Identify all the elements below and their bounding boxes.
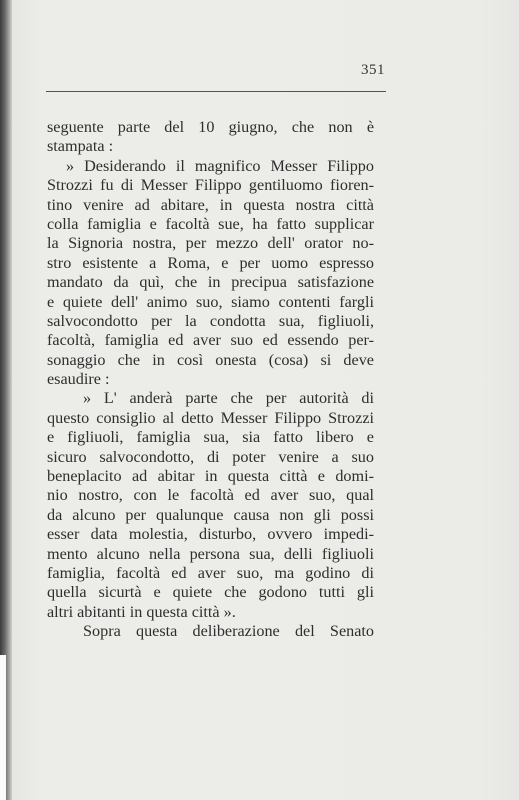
text-line: mandato da quì, che in precipua satisfazione xyxy=(47,273,374,292)
text-line: Sopra questa deliberazione del Senato xyxy=(83,622,374,641)
text-line: nio nostro, con le facoltà ed aver suo, qual xyxy=(47,486,374,505)
text-line: beneplacito ad abitar in questa città e domi- xyxy=(47,467,374,486)
text-line: esser data molestia, disturbo, ovvero impedi- xyxy=(47,525,374,544)
text-line: seguente parte del 10 giugno, che non è xyxy=(47,118,374,136)
text-line: tino venire ad abitare, in questa nostra città xyxy=(47,195,374,214)
text-line: colla famiglia e facoltà sue, ha fatto supplicar xyxy=(47,214,374,233)
text-line: sicuro salvocondotto, di poter venire a suo xyxy=(47,447,374,466)
text-line: da alcuno per qualunque causa non gli possi xyxy=(47,505,374,524)
text-line: famiglia, facoltà ed aver suo, ma godino di xyxy=(47,563,374,582)
text-line: e figliuoli, famiglia sua, sia fatto libero e xyxy=(47,428,374,447)
text-line: » L' anderà parte che per autorità di xyxy=(83,389,374,408)
body-text xyxy=(47,118,374,642)
scan-margin xyxy=(0,655,6,800)
text-line: mento alcuno nella persona sua, delli figliuoli xyxy=(47,544,374,563)
text-line: altri abitanti in questa città ». xyxy=(47,602,236,621)
text-line: salvocondotto per la condotta sua, figliuoli, xyxy=(47,311,374,330)
text-line: Strozzi fu di Messer Filippo gentiluomo fioren- xyxy=(47,176,374,195)
text-line: la Signoria nostra, per mezzo dell' orator no- xyxy=(47,234,374,253)
text-line: stampata : xyxy=(47,137,114,156)
page-number: 351 xyxy=(361,62,385,78)
text-line: » Desiderando il magnifico Messer Filippo xyxy=(66,156,374,175)
text-line: esaudire : xyxy=(47,370,110,389)
header-rule xyxy=(46,91,386,92)
text-line: stro esistente a Roma, e per uomo espresso xyxy=(47,253,374,272)
text-line: questo consiglio al detto Messer Filippo Strozzi xyxy=(47,408,374,427)
text-line: sonaggio che in così onesta (cosa) si deve xyxy=(47,350,374,369)
text-line: quella sicurtà e quiete che godono tutti gli xyxy=(47,583,374,602)
text-line: facoltà, famiglia ed aver suo ed essendo per- xyxy=(47,331,374,350)
text-line: e quiete dell' animo suo, siamo contenti fargli xyxy=(47,292,374,311)
